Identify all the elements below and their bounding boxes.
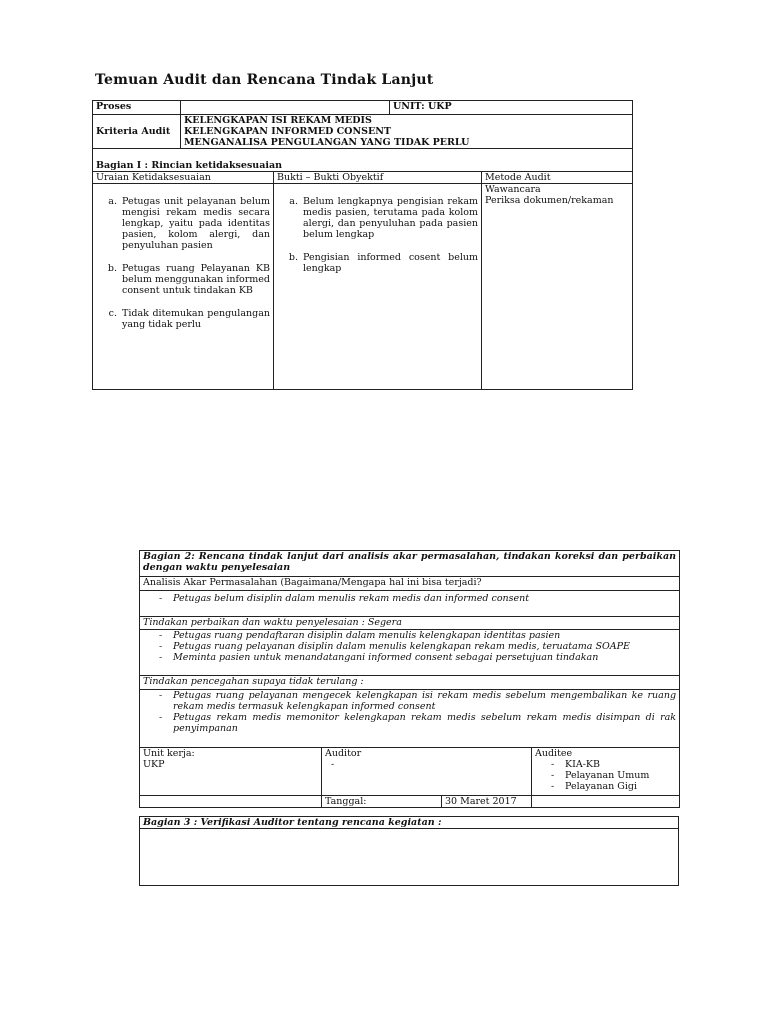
kriteria-values bbox=[181, 115, 633, 149]
kriteria-line: MENGANALISA PENGULANGAN YANG TIDAK PERLU bbox=[184, 137, 470, 148]
auditee-item: - KIA-KB bbox=[565, 759, 676, 770]
metode-item: Periksa dokumen/rekaman bbox=[485, 195, 614, 206]
bukti-item: a. Belum lengkapnya pengisian rekam medis pasien, terutama pada kolom alergi, dan penyuluhan pada pasien belum lengkap bbox=[301, 196, 478, 240]
col-header-uraian: Uraian Ketidaksesuaian bbox=[93, 172, 274, 184]
uraian-list bbox=[96, 196, 270, 330]
bagian-2-heading: Bagian 2: Rencana tindak lanjut dari analisis akar permasalahan, tindakan koreksi dan perbaikan dengan waktu penyelesaian bbox=[140, 551, 680, 577]
pencegahan-list bbox=[143, 690, 676, 734]
auditee-item: - Pelayanan Umum bbox=[565, 770, 676, 781]
pencegahan-cell bbox=[140, 690, 680, 748]
verification-body bbox=[140, 829, 679, 886]
signature-auditee-cell bbox=[532, 796, 680, 808]
unit-kerja-label: Unit kerja: bbox=[143, 748, 195, 759]
unit-kerja-cell bbox=[140, 748, 322, 796]
proses-label: Proses bbox=[93, 101, 181, 115]
tindakan-label: Tindakan perbaikan dan waktu penyelesaian : Segera bbox=[140, 617, 680, 630]
col-header-metode: Metode Audit bbox=[482, 172, 633, 184]
tanggal-label bbox=[322, 796, 442, 808]
analisis-list bbox=[143, 591, 676, 604]
pencegahan-label: Tindakan pencegahan supaya tidak terulang : bbox=[140, 676, 680, 690]
verification-table bbox=[139, 816, 679, 886]
bukti-item: b. Pengisian informed cosent belum lengkap bbox=[301, 252, 478, 274]
uraian-cell bbox=[93, 184, 274, 390]
tindakan-item: - Petugas ruang pendaftaran disiplin dalam menulis kelengkapan identitas pasien bbox=[173, 630, 676, 641]
auditee-list bbox=[535, 759, 676, 792]
kriteria-label: Kriteria Audit bbox=[93, 115, 181, 149]
metode-item: Wawancara bbox=[485, 184, 541, 195]
bagian-1-heading: Bagian I : Rincian ketidaksesuaian bbox=[93, 149, 633, 172]
bukti-cell bbox=[274, 184, 482, 390]
pencegahan-item: - Petugas ruang pelayanan mengecek kelengkapan isi rekam medis sebelum mengembalikan ke ruang rekam medis termasuk kelengkapan informed consent bbox=[173, 690, 676, 712]
bukti-list bbox=[277, 196, 478, 274]
kriteria-line: KELENGKAPAN ISI REKAM MEDIS bbox=[184, 115, 372, 126]
auditee-item: - Pelayanan Gigi bbox=[565, 781, 676, 792]
pencegahan-item: - Petugas rekam medis memonitor kelengkapan rekam medis sebelum rekam medis disimpan di rak penyimpanan bbox=[173, 712, 676, 734]
document-title: Temuan Audit dan Rencana Tindak Lanjut bbox=[95, 72, 434, 88]
uraian-item: a. Petugas unit pelayanan belum mengisi rekam medis secara lengkap, yaitu pada identitas pasien, kolom alergi, dan penyuluhan pasien bbox=[120, 196, 270, 251]
uraian-item: b. Petugas ruang Pelayanan KB belum menggunakan informed consent untuk tindakan KB bbox=[120, 263, 270, 296]
action-plan-table bbox=[139, 550, 680, 808]
tanggal-label-text: Tanggal: bbox=[325, 796, 367, 807]
uraian-item: c. Tidak ditemukan pengulangan yang tidak perlu bbox=[120, 308, 270, 330]
metode-cell bbox=[482, 184, 633, 390]
tindakan-cell bbox=[140, 630, 680, 676]
col-header-bukti: Bukti – Bukti Obyektif bbox=[274, 172, 482, 184]
tindakan-item: - Petugas ruang pelayanan disiplin dalam menulis kelengkapan rekam medis, teruatama SOAPE bbox=[173, 641, 676, 652]
unit-kerja-value: UKP bbox=[143, 759, 165, 770]
auditee-cell bbox=[532, 748, 680, 796]
unit-label: UNIT: UKP bbox=[390, 101, 633, 115]
auditor-cell bbox=[322, 748, 532, 796]
tindakan-item: - Meminta pasien untuk menandatangani informed consent sebagai persetujuan tindakan bbox=[173, 652, 676, 663]
kriteria-line: KELENGKAPAN INFORMED CONSENT bbox=[184, 126, 391, 137]
bagian-3-heading: Bagian 3 : Verifikasi Auditor tentang rencana kegiatan : bbox=[140, 817, 679, 829]
tanggal-value: 30 Maret 2017 bbox=[442, 796, 532, 808]
analisis-label: Analisis Akar Permasalahan (Bagaimana/Mengapa hal ini bisa terjadi? bbox=[140, 577, 680, 591]
signature-unit-cell bbox=[140, 796, 322, 808]
proses-value bbox=[181, 101, 390, 115]
analisis-cell bbox=[140, 591, 680, 617]
findings-table bbox=[92, 100, 633, 390]
auditor-label: Auditor bbox=[325, 748, 362, 759]
auditee-label: Auditee bbox=[535, 748, 573, 759]
tindakan-list bbox=[143, 630, 676, 663]
analisis-item: - Petugas belum disiplin dalam menulis rekam medis dan informed consent bbox=[173, 593, 676, 604]
